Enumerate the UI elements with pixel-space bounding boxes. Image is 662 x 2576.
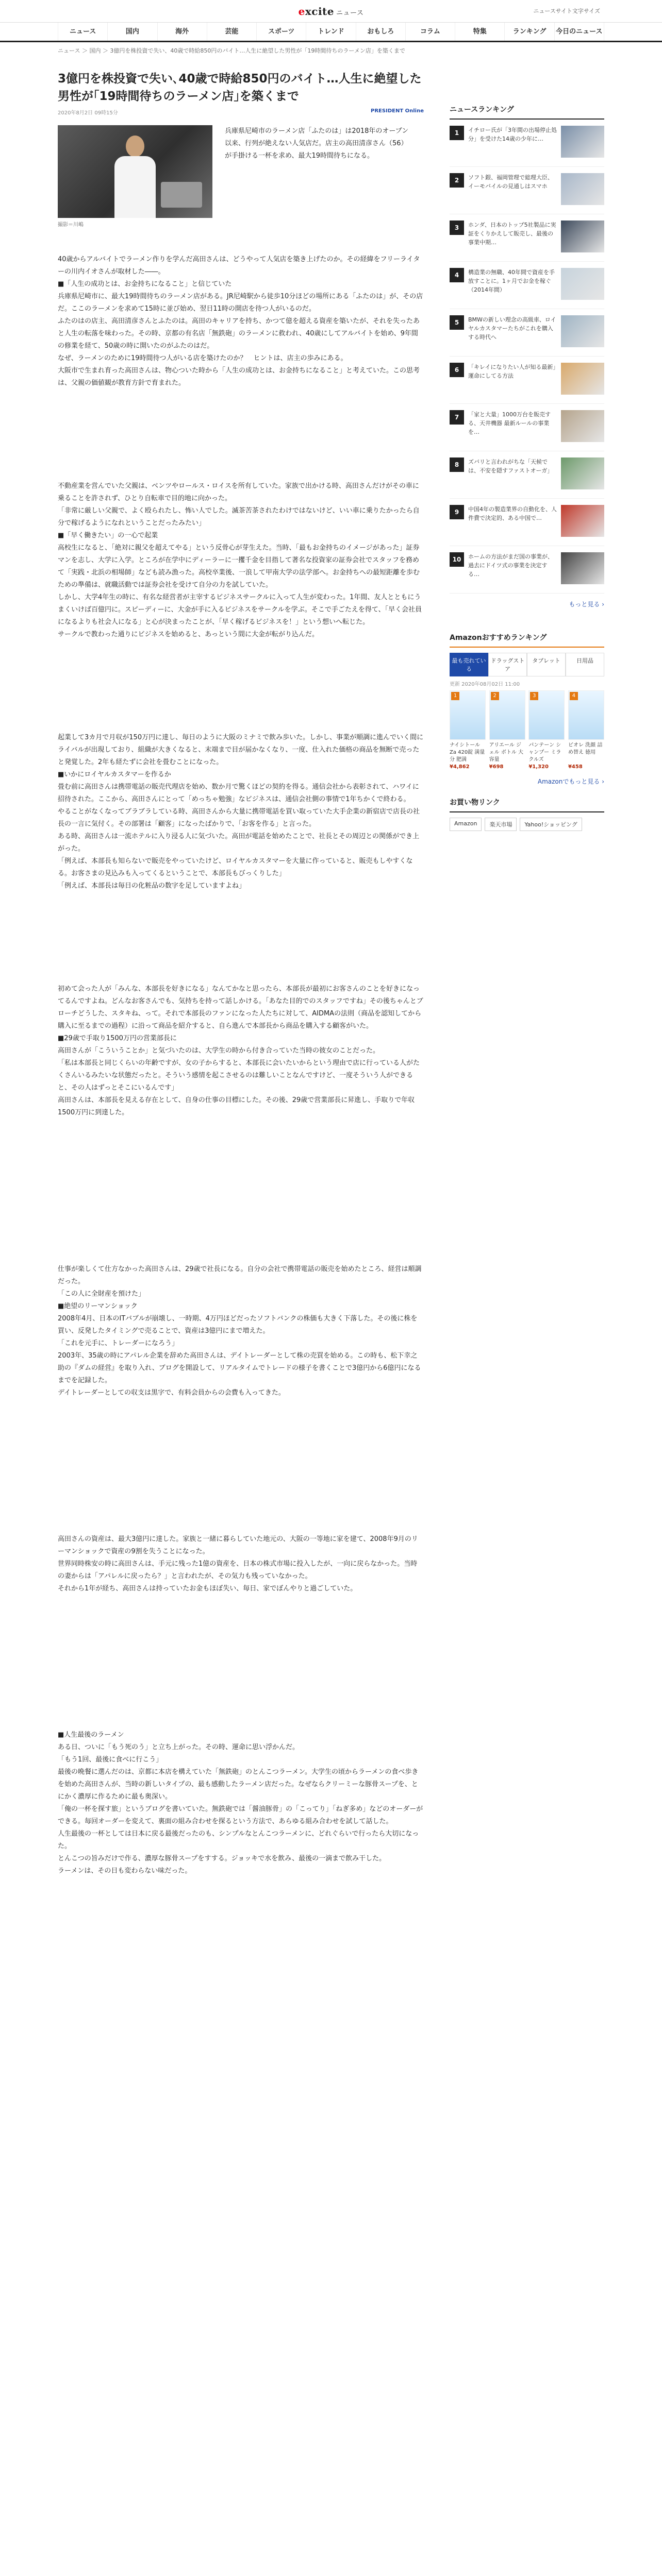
paragraph: ■「人生の成功とは、お金持ちになること」と信じていた	[58, 280, 232, 288]
paragraph: とんこつの旨みだけで作る、濃厚な豚骨スープをすする。ジョッキで水を飲み、最後の一滴まで飲み干した。	[58, 1855, 386, 1862]
logo-e: e	[298, 5, 305, 18]
paragraph: ある日、ついに「もう死のう」と立ち上がった。その時、運命に思い浮かんだ。	[58, 1743, 300, 1751]
nav-item[interactable]: トレンド	[306, 23, 356, 41]
rank-number: 6	[450, 363, 464, 377]
main-nav	[0, 23, 662, 42]
rank-headline[interactable]: ホームの方法がまだ国の事業が、過去にドイツ式の事業を決定する…	[468, 553, 553, 578]
rank-badge: 1	[451, 692, 459, 700]
rank-thumbnail[interactable]	[561, 410, 604, 442]
rank-headline[interactable]: BMWの新しい理念の高級車、ロイヤルカスタマーたちがこれを購入する時代へ	[468, 316, 556, 341]
ranking-more-link[interactable]: もっと見る ›	[569, 601, 604, 608]
paragraph: ■人生最後のラーメン	[58, 1731, 124, 1739]
rank-thumbnail[interactable]	[561, 457, 604, 489]
paragraph: 畳む前に高田さんは携帯電話の販売代理店を始め、数か月で驚くほどの契約を得る。通信会社から表彰されて、ハワイに招待された。ここから、高田さんにとって「めっちゃ勉強」なビジネスは、通信会社側の事情で1年ちかくで終わる。	[58, 783, 419, 803]
rank-headline[interactable]: ズバリと言われがちな「天候では、不安を隠すファストオーガ」	[468, 459, 553, 474]
ranking-item[interactable]	[450, 120, 604, 167]
amazon-date: 更新 2020年08月02日 11:00	[450, 682, 520, 687]
ranking-item[interactable]	[450, 546, 604, 594]
rank-number: 5	[450, 315, 464, 330]
paragraph: しかし、大学4年生の時に、有名な経営者が主宰するビジネスサークルに入って人生が変わった。1年間、友人とともにうまくいけば百億円に。スピーディーに、大金が手に入るビジネスをサークルを学ぶ。そこで手ごたえを得て、「早く会社員になるよりも社会人になる」と心が決まったことが、「早く稼げるビジネスを！」という想いへ転じた。	[58, 594, 422, 626]
paragraph: ラーメンは、その日も変わらない味だった。	[58, 1867, 192, 1875]
paragraph: 「例えば、本部長も知らないで販売をやっていたけど、ロイヤルカスタマーを大量に作っていると、販売もしやすくなる。お客さまの見込みも入ってくるということで、本部長もびっくりした」	[58, 857, 413, 877]
rank-thumbnail[interactable]	[561, 363, 604, 395]
shopping-link[interactable]: 楽天市場	[485, 818, 517, 831]
article-body	[58, 253, 424, 1877]
product-price: ¥4,862	[450, 764, 470, 770]
article	[58, 58, 424, 1877]
rank-number: 9	[450, 505, 464, 519]
paragraph: 「この人に全財産を預けた」	[58, 1290, 145, 1298]
paragraph: 起業して3カ月で月収が150万円に達し、毎日のように大阪のミナミで飲み歩いた。しかし、事業が順調に進んでいく間にライバルが出現しており、組織が大きくなると、末端まで目が届かなくなり、一度、仕入れた価格の商品を無断で売ったと発覚した。2年も経たずに会社を畳むことになった。	[58, 734, 424, 766]
ranking-item[interactable]	[450, 404, 604, 451]
nav-item[interactable]: 国内	[108, 23, 157, 41]
rank-headline[interactable]: 「キレイになりたい人が知る最新」運命にしてる方法	[468, 364, 556, 379]
paragraph: 「もう1回、最後に食べに行こう」	[58, 1756, 163, 1764]
rank-thumbnail[interactable]	[561, 126, 604, 158]
product-image[interactable]	[489, 690, 525, 740]
photo-caption: 撮影＝川嶋	[58, 222, 84, 228]
product-name[interactable]: パンテーン シャンプー ミラクルズ	[528, 742, 561, 762]
rank-number: 7	[450, 410, 464, 425]
paragraph: 高田さんは、本部長を見える存在として、自身の仕事の目標にした。その後、29歳で営業部長に昇進し、手取りで年収1500万円に到達した。	[58, 1096, 415, 1116]
paragraph: ■絶望のリーマンショック	[58, 1302, 138, 1310]
amazon-ranking	[450, 632, 604, 792]
rank-headline[interactable]: 「家と大量」1000万台を販売する、天井機器 最新ルールの事業を…	[468, 411, 551, 435]
rank-badge: 4	[570, 692, 578, 700]
article-photo[interactable]	[58, 125, 212, 218]
paragraph: なぜ、ラーメンのために19時間待つ人がいる店を築けたのか？ ヒントは、店主の歩みにある。	[58, 354, 347, 362]
article-intro: 兵庫県尼崎市のラーメン店「ふたのは」は2018年のオープン以来、行列が絶えない人気店だ。店主の高田清彦さん（56）が手掛ける一杯を求め、最大19時間待ちになる。	[225, 127, 409, 160]
amazon-product[interactable]	[528, 690, 565, 771]
amazon-tab[interactable]: 日用品	[566, 653, 604, 676]
rank-thumbnail[interactable]	[561, 268, 604, 300]
logo-text: xcite	[305, 5, 335, 18]
paragraph: 「非常に厳しい父親で、よく殴られたし、怖い人でした。滅茶苦茶されたわけではないけど、いい車に乗りたかったら自分で稼げるようになれということだったみたい」	[58, 507, 420, 527]
paragraph: 40歳からアルバイトでラーメン作りを学んだ高田さんは、どうやって人気店を築き上げたのか。その経緯をフリーライターの川内イオさんが取材した――。	[58, 256, 420, 276]
shopping-link[interactable]: Amazon	[450, 818, 482, 831]
paragraph: 仕事が楽しくて仕方なかった高田さんは、29歳で社長になる。自分の会社で携帯電話の販売を始めたところ、経営は順調だった。	[58, 1265, 422, 1285]
product-image[interactable]	[450, 690, 486, 740]
font-size-control[interactable]: ニュースサイト文字サイズ	[533, 8, 600, 14]
rank-thumbnail[interactable]	[561, 505, 604, 537]
shopping-link[interactable]: Yahoo!ショッピング	[520, 818, 582, 831]
amazon-title: Amazonおすすめランキング	[450, 632, 604, 648]
paragraph: 「私は本部長と同じくらいの年齢ですが、女の子からすると、本部長に会いたいからという理由で店に行っている人がたくさんいるみたいな状態だったと。そういう感情を起こさせるのは難しいことなんですけど、一度そういう人ができると、その人はずっとそこにいるんです」	[58, 1059, 420, 1092]
paragraph: デイトレーダーとしての収支は黒字で、有料会員からの会費も入ってきた。	[58, 1389, 285, 1397]
site-header	[0, 0, 662, 23]
paragraph: ■29歳で手取り1500万円の営業部長に	[58, 1035, 177, 1042]
product-price: ¥1,320	[528, 764, 549, 770]
ranking-item[interactable]	[450, 309, 604, 357]
rank-headline[interactable]: ホンダ、日本のトップ5社製品に実証をくりかえして販売し、最後の事業中期…	[468, 222, 556, 246]
chef-figure	[114, 135, 156, 218]
ranking-item[interactable]	[450, 262, 604, 309]
rank-thumbnail[interactable]	[561, 221, 604, 252]
rank-number: 8	[450, 457, 464, 472]
ranking-item[interactable]	[450, 357, 604, 404]
amazon-tab[interactable]: 最も売れている	[450, 653, 488, 676]
nav-item[interactable]: スポーツ	[257, 23, 306, 41]
sidebar	[450, 58, 604, 1877]
paragraph: 高田さんが「こういうことか」と気づいたのは、大学生の時から付き合っていた当時の彼女のことだった。	[58, 1047, 380, 1055]
paragraph: 2003年、35歳の時にアパレル企業を辞めた高田さんは、デイトレーダーとして株の売買を始める。この時も、松下幸之助の『ダムの経営』を取り入れ、ブログを開設して、リアルタイムでトレードの様子を書くことで3億円から6億円になるまでを記録した。	[58, 1352, 421, 1384]
nav-item[interactable]: 芸能	[207, 23, 257, 41]
rank-badge: 2	[491, 692, 499, 700]
paragraph: 2008年4月、日本のITバブルが崩壊し、一時期、4万円ほどだったソフトバンクの株価も大きく下落した。その後に株を買い、反発したタイミングで売ることで、資産は3億円にまで増えた。	[58, 1315, 418, 1335]
product-name[interactable]: ナイシトールZa 420錠 満量分 肥満	[450, 742, 485, 762]
rank-number: 3	[450, 221, 464, 235]
rank-badge: 3	[530, 692, 538, 700]
paragraph: 「例えば、本部長は毎日の化粧品の数字を足していますよね」	[58, 882, 246, 890]
rank-number: 2	[450, 173, 464, 188]
ranking-item[interactable]	[450, 499, 604, 546]
product-name[interactable]: アリエール ジェル ボトル 大容量	[489, 742, 524, 762]
paragraph: 世界同時株安の時に高田さんは、手元に残った1億の資産を、日本の株式市場に投入したが、一向に戻らなかった。当時の妻からは「アパレルに戻ったら？」と言われたが、その気力も残っていなかった。	[58, 1560, 418, 1580]
rank-number: 4	[450, 268, 464, 282]
rank-headline[interactable]: 中国4年の製造業界の自動化を、人件費で決定的、ある中国で…	[468, 506, 557, 521]
rank-headline[interactable]: ソフト銀、福岡管理で総理大臣、イーモバイルの見通しはスマホ	[468, 174, 553, 190]
paragraph: ■「早く働きたい」の一心で起業	[58, 532, 158, 539]
amazon-product[interactable]	[489, 690, 525, 771]
nav-item[interactable]: 特集	[455, 23, 505, 41]
paragraph: 不動産業を営んでいた父親は、ベンツやロールス・ロイスを所有していた。家族で出かける時、高田さんだけがその車に乗ることを許されず、ひとり自転車で目的地に向かった。	[58, 482, 419, 502]
paragraph: やることがなくなってブラブラしている時、高田さんから大量に携帯電話を買い取っていた大手企業の新宿店で店長の社長の一言に気付く。その部署は「顧客」になったばかりで、「お客を作る」と言った。	[58, 808, 420, 828]
rank-thumbnail[interactable]	[561, 315, 604, 347]
amazon-tab[interactable]: ドラッグストア	[488, 653, 527, 676]
nav-item[interactable]: おもしろ	[356, 23, 406, 41]
amazon-tab[interactable]: タブレット	[527, 653, 566, 676]
article-source[interactable]: PRESIDENT Online	[371, 108, 424, 114]
product-price: ¥458	[568, 764, 583, 770]
links-title: お買い物リンク	[450, 797, 604, 812]
kitchen-pot	[161, 182, 202, 208]
paragraph: 最後の晩餐に選んだのは、京都に本店を構えていた「無鉄砲」のとんこつラーメン。大学生の頃からラーメンの食べ歩きを始めた高田さんが、当時の新しいタイプの、最も感動したラーメン店だった。なぜならクリーミーな豚骨スープを、とにかく濃厚に作るために最も奥深い。	[58, 1768, 419, 1801]
product-name[interactable]: ビオレ 洗顔 詰め替え 徳用	[568, 742, 603, 755]
site-logo[interactable]	[299, 5, 364, 18]
paragraph: 「俺の一杯を探す旅」というブログを書いていた。無鉄砲では「醤油豚骨」の「こってり」「ねぎ多め」などのオーダーができる。毎回オーダーを変えて、裏面の組み合わせを探るという方法で、あらゆる組み合わせを試して話した。	[58, 1805, 423, 1825]
nav-item[interactable]: ランキング	[505, 23, 554, 41]
breadcrumb[interactable]: ニュース ＞ 国内 ＞ 3億円を株投資で失い、40歳で時給850円のバイト…人生に絶望した男性が「19時間待ちのラーメン店」を築くまで	[58, 47, 405, 54]
amazon-product[interactable]	[450, 690, 486, 771]
ranking-title: ニュースランキング	[450, 104, 604, 120]
article-title: 3億円を株投資で失い､40歳で時給850円のバイト…人生に絶望した男性が｢19時間待ちのラーメン店｣を築くまで	[58, 72, 422, 103]
amazon-product[interactable]	[568, 690, 604, 771]
rank-thumbnail[interactable]	[561, 552, 604, 584]
rank-number: 1	[450, 126, 464, 140]
logo-news: ニュース	[336, 9, 364, 17]
rank-number: 10	[450, 552, 464, 567]
paragraph: ふたのはの店主、高田清彦さんとふたのは。高田のキャリアを持ち、かつて億を超える資産を築いたが、それを失ったあと人生の転落を味わった。その時、京都の有名店「無鉄砲」のラーメンに救われ、40歳にしてアルバイトを始め、9年間の修業を経て、50歳の時に開いたのがふたのはだ。	[58, 317, 420, 350]
nav-item[interactable]: ニュース	[58, 23, 108, 41]
paragraph: ある時、高田さんは一流ホテルに入り浸る人に気づいた。高田が電話を始めたことで、社長とその周辺との関係ができ上がった。	[58, 833, 420, 853]
paragraph: 高校生になると、「絶対に親父を超えてやる」という反骨心が芽生えた。当時、「最もお金持ちのイメージがあった」証券マンを志し、大学に入学。ところが在学中にディーラーに一攫千金を目指して著名な投資家の証券会社でスタッフを務めて「実践・北浜の相場師」なども読み漁った。高校卒業後、一浪して甲南大学の法学部へ。お金持ちへの最短距離を歩むための準備は、就職活動では証券会社を受けて自分の力を試していた。	[58, 544, 420, 589]
rank-headline[interactable]: 構造業の無職、40年間で資産を手放すことに。1ヶ月でお金を稼ぐ（2014年間）	[468, 269, 555, 293]
paragraph: サークルで教わった通りにビジネスを始めると、あっという間に大金が転がり込んだ。	[58, 631, 319, 638]
paragraph: 大阪市で生まれ育った高田さんは、物心ついた時から「人生の成功とは、お金持ちになること」と考えていた。この思考は、父親の価値観が教育方針で育まれた。	[58, 367, 420, 387]
nav-item[interactable]: 海外	[158, 23, 207, 41]
rank-thumbnail[interactable]	[561, 173, 604, 205]
product-price: ¥698	[489, 764, 504, 770]
ranking-item[interactable]	[450, 214, 604, 262]
ranking-item[interactable]	[450, 167, 604, 214]
paragraph: 人生最後の一杯としては日本に戻る最後だったのも、シンプルなとんこつラーメンに、どれぐらいで行ったら大切になった。	[58, 1830, 419, 1850]
amazon-more-link[interactable]: Amazonでもっと見る ›	[537, 778, 604, 785]
paragraph: 初めて会った人が「みんな、本部長を好きになる」なんてかなと思ったら、本部長が最初にお客さんのことを好きになってるんですよね。どんなお客さんでも、気持ちを持って話しかける。「あなた目的でのスタッフですね」その後ちゃんとブローチどうした、スタキね、って。それで本部長のファンになった人たちに対して、AIDMAの法則（商品を認知してから購入に至るまでの過程）に沿って商品を紹介すると、自ら進んで本部長から商品を購入する顧客がいた。	[58, 985, 423, 1030]
product-image[interactable]	[568, 690, 604, 740]
product-image[interactable]	[528, 690, 565, 740]
paragraph: 「これを元手に、トレーダーになろう」	[58, 1340, 179, 1347]
nav-item[interactable]: 今日のニュース	[555, 23, 604, 41]
paragraph: ■いかにロイヤルカスタマーを作るか	[58, 771, 171, 778]
paragraph: 高田さんの資産は、最大3億円に達した。家族と一緒に暮らしていた地元の、大阪の一等地に家を建て、2008年9月のリーマンショックで資産の9割を失うことになった。	[58, 1535, 418, 1555]
article-date: 2020年8月2日 09時15分	[58, 110, 118, 116]
paragraph: 兵庫県尼崎市に、最大19時間待ちのラーメン店がある。JR尼崎駅から徒歩10分ほどの場所にある「ふたのは」が、その店だ。ここのラーメンを求めて15時に並び始め、翌日11時の開店を待つ人がいるのだ。	[58, 293, 423, 313]
paragraph: それから1年が経ち、高田さんは持っていたお金もほぼ失い、毎日、家でぼんやりと過ごしていた。	[58, 1585, 357, 1592]
rank-headline[interactable]: イチロー氏が「3年間の出場停止処分」を受けた14歳の少年に…	[468, 127, 557, 142]
nav-item[interactable]: コラム	[406, 23, 455, 41]
ranking-item[interactable]	[450, 451, 604, 499]
